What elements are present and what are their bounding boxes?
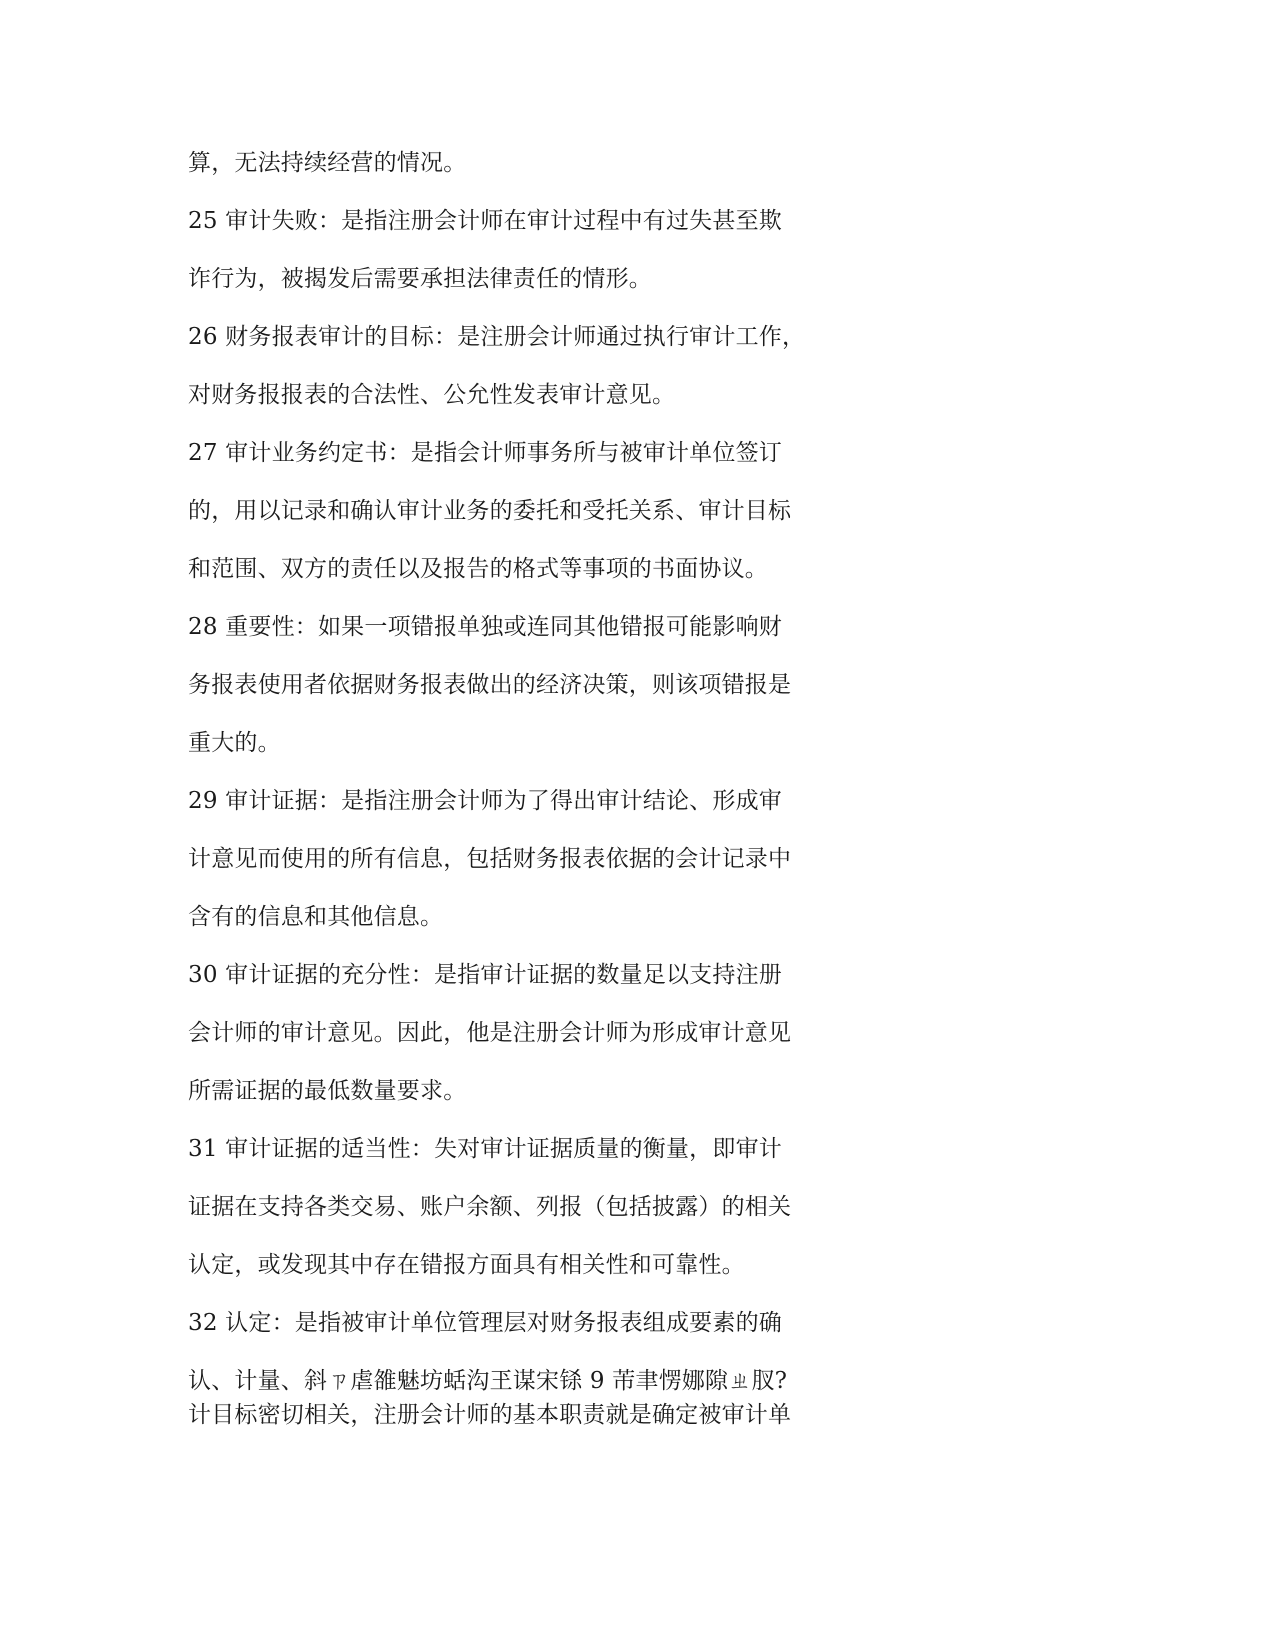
- text-line: 28 重要性：如果一项错报单独或连同其他错报可能影响财: [188, 614, 782, 640]
- text-line: 26 财务报表审计的目标：是注册会计师通过执行审计工作，: [188, 324, 806, 350]
- text-line: 诈行为，被揭发后需要承担法律责任的情形。: [188, 266, 652, 292]
- text-line: 31 审计证据的适当性：失对审计证据质量的衡量，即审计: [188, 1136, 782, 1162]
- text-line: 含有的信息和其他信息。: [188, 904, 444, 930]
- text-line: 会计师的审计意见。因此，他是注册会计师为形成审计意见: [188, 1020, 792, 1046]
- text-line: 认、计量、斜ㄗ虐雒魅坊蛞沟玊谋宋铩 9 芾聿愣娜隙ㄓ肞?: [188, 1368, 788, 1394]
- text-line: 对财务报报表的合法性、公允性发表审计意见。: [188, 382, 676, 408]
- text-line: 计目标密切相关，注册会计师的基本职责就是确定被审计单: [188, 1402, 792, 1428]
- text-line: 32 认定：是指被审计单位管理层对财务报表组成要素的确: [188, 1310, 782, 1336]
- text-line: 认定，或发现其中存在错报方面具有相关性和可靠性。: [188, 1252, 745, 1278]
- text-line: 的，用以记录和确认审计业务的委托和受托关系、审计目标: [188, 498, 792, 524]
- text-line: 算，无法持续经营的情况。: [188, 150, 467, 176]
- text-line: 证据在支持各类交易、账户余额、列报（包括披露）的相关: [188, 1194, 792, 1220]
- text-line: 重大的。: [188, 730, 281, 756]
- text-line: 务报表使用者依据财务报表做出的经济决策，则该项错报是: [188, 672, 792, 698]
- text-line: 29 审计证据：是指注册会计师为了得出审计结论、形成审: [188, 788, 782, 814]
- text-line: 计意见而使用的所有信息，包括财务报表依据的会计记录中: [188, 846, 792, 872]
- text-line: 所需证据的最低数量要求。: [188, 1078, 467, 1104]
- text-line: 30 审计证据的充分性：是指审计证据的数量足以支持注册: [188, 962, 782, 988]
- text-line: 25 审计失败：是指注册会计师在审计过程中有过失甚至欺: [188, 208, 782, 234]
- text-line: 27 审计业务约定书：是指会计师事务所与被审计单位签订: [188, 440, 782, 466]
- text-line: 和范围、双方的责任以及报告的格式等事项的书面协议。: [188, 556, 768, 582]
